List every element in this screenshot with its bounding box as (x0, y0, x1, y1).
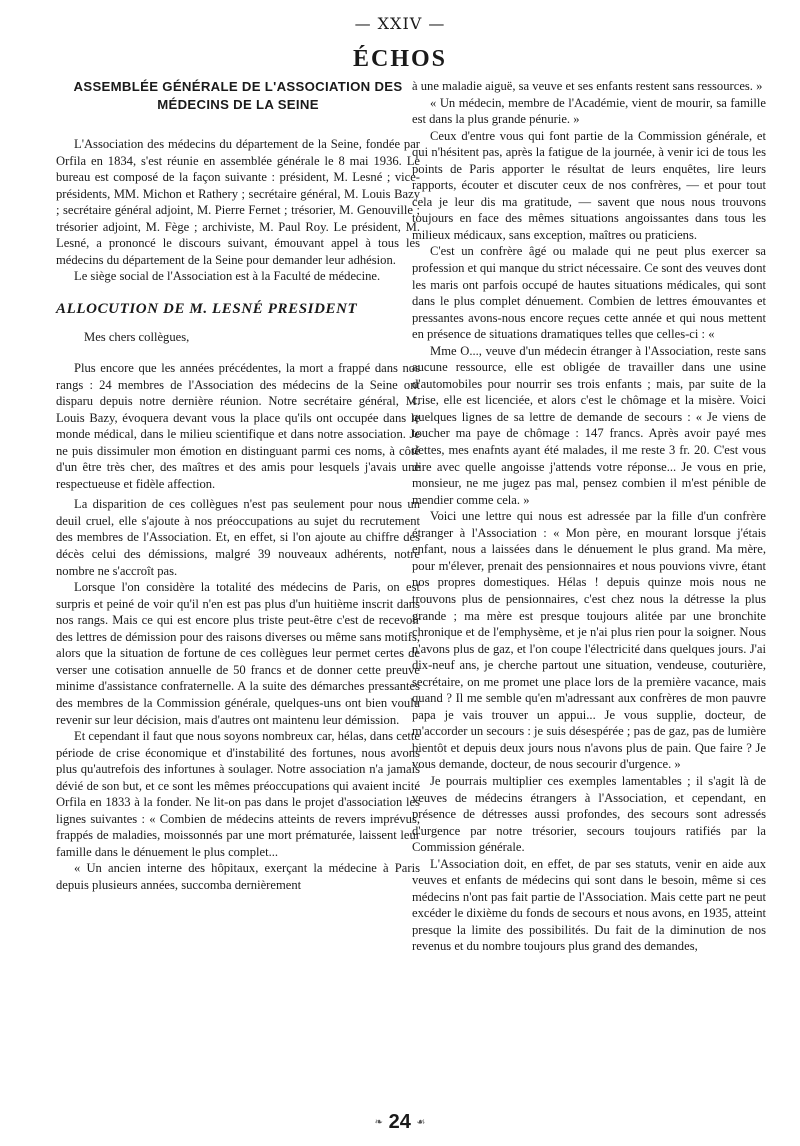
article-heading: ASSEMBLÉE GÉNÉRALE DE L'ASSOCIATION DES MÉDECINS DE LA SEINE (73, 79, 403, 112)
folio-number: 24 (388, 1111, 411, 1133)
section-title: ÉCHOS (352, 46, 448, 72)
footer-folio (0, 1111, 800, 1134)
body-paragraph: à une maladie aiguë, sa veuve et ses enfants restent sans ressources. » (412, 79, 763, 93)
body-paragraph: C'est un confrère âgé ou malade qui ne peut plus exercer sa profession et qui manque du strict nécessaire. Ce sont des veuves dont les maris ont parfois occupé de hautes situations médicales, qui sont dans le plus complet dénuement. Combien de lettres émouvantes et pressantes avons-nous encore reçues cette année et qui nous mettent en présence de situations dramatiques telles que celles-ci : « (412, 244, 766, 342)
body-paragraph: Lorsque l'on considère la totalité des médecins de Paris, on est surpris et peiné de voir qu'il n'en est pas plus d'un huitième inscrit dans nos rangs. Mais ce qui est encore plus triste peut-être c'est de recevoir des lettres de démission pour des raisons diverses ou même sans motifs, alors que la situation de fortune de ces collègues leur permet certes de verser une cotisation annuelle de 50 francs et de donner cette preuve minime d'assistance confraternelle. A la suite des démarches pressantes des membres de la Commission générale, quelques-uns ont bien voulu revenir sur leur décision, mais d'autres ont maintenu leur démission. (56, 580, 420, 727)
body-paragraph: Plus encore que les années précédentes, la mort a frappé dans nos rangs : 24 membres de l'Association des médecins de la Seine ont disparu depuis notre dernière réunion. Notre secrétaire général, M. Louis Bazy, évoquera devant vous la place qu'ils ont occupée dans le monde médical, dans le milieu scientifique et dans notre association. Je ne puis dissimuler mon émotion en distinguant parmi ces noms, à côté d'un être très cher, des maîtres et des amis pour lesquels j'avais une respectueuse et fidèle affection. (56, 361, 420, 491)
salutation: Mes chers collègues, (84, 330, 190, 345)
body-paragraph: Et cependant il faut que nous soyons nombreux car, hélas, dans cette période de crise économique et d'instabilité des fortunes, nous avons plus qu'autrefois des infortunes à soulager. Notre association n'a jamais dévié de son but, et ce sont les mêmes préoccupations qui avaient incité Orfila en 1833 à la fonder. Ne lit-on pas dans le projet d'association les lignes suivantes : « Combien de médecins atteints de revers imprévus, frappés de maladies, moissonnés par une mort prématurée, laissent leur famille dans le dénuement le plus complet... (56, 729, 420, 859)
body-paragraph: Je pourrais multiplier ces exemples lamentables ; il s'agit là de veuves de médecins étrangers à l'Association, et cependant, en présence de détresses aussi profondes, des secours sont adressés d'urgence par notre trésorier, secours toujours ratifiés par la Commission générale. (412, 773, 766, 855)
speech-subheading: ALLOCUTION DE M. LESNÉ PRESIDENT (56, 300, 358, 317)
body-paragraph: L'Association doit, en effet, de par ses statuts, venir en aide aux veuves et enfants de médecins qui sont dans le besoin, même si ces médecins n'ont pas fait partie de l'Association. Mais cette part ne peut excéder le dixième du fonds de secours et nous avons, en 1935, atteint presque la limite des possibilités. Du fait de la diminution de nos revenus et du nombre toujours plus grand des demandes, (412, 856, 766, 954)
page-number-roman: — XXIV — (354, 14, 446, 33)
ornament-left-icon: ❧ (374, 1117, 384, 1129)
body-paragraph: « Un ancien interne des hôpitaux, exerçant la médecine à Paris depuis plusieurs années, succomba dernièrement (56, 861, 420, 892)
body-paragraph: Voici une lettre qui nous est adressée par la fille d'un confrère étranger à l'Association : « Mon père, en mourant lorsque j'étais enfant, nous a laissées dans le dénuement le plus grand. Ma mère, pour m'élever, prenait des pensionnaires et nous pouvions vivre, étant nos propres domestiques. Hélas ! depuis quinze mois nous ne trouvons plus de pensionnaires, c'est chez nous la détresse la plus grande ; ma mère est presque toujours alitée par une bronchite chronique et de l'emphysème, et je n'ai plus rien pour la soigner. Nous n'avons plus de gaz, et l'on coupe l'électricité dans quelques jours. J'ai dix-neuf ans, je cherche partout une situation, vendeuse, couturière, secrétaire, on me promet une place lors de la première vacance, mais quand ? Il me semble qu'en m'adressant aux confrères de mon pauvre papa je vais trouver un appui... Je vous supplie, docteur, de m'accorder un secours : je suis désespérée ; pas de gaz, pas de lumière bientôt et depuis deux jours nous n'avons plus de pain. Que faire ? Je vous demande, docteur, de nous secourir d'urgence. » (412, 509, 766, 772)
body-paragraph: « Un médecin, membre de l'Académie, vient de mourir, sa famille est dans la plus grande pénurie. » (412, 95, 766, 127)
body-paragraph: Ceux d'entre vous qui font partie de la Commission générale, et qui n'hésitent pas, après la fatigue de la journée, à venir ici de tous les points de Paris apporter le résultat de leurs enquêtes, lire leurs rapports, écouter et discuter ceux de nos confrères, — et pour tout cela je leur dis ma gratitude, — savent que nous nous trouvons toujours en face des mêmes situations angoissantes dans tous les milieux médicaux, sans exception, maîtres ou praticiens. (412, 128, 766, 242)
body-paragraph: Mme O..., veuve d'un médecin étranger à l'Association, reste sans aucune ressource, elle est obligée de travailler dans une usine d'automobiles pour nourrir ses trois enfants ; mais, par suite de la crise, elle est licenciée, et alors c'est le chômage et la misère. Voici quelques lignes de sa lettre de demande de secours : « Je viens de toucher ma paye de chômage : 147 francs. Après avoir payé mes dettes, mes enafnts ayant été malades, il me reste 3 fr. 20. C'est vous dire avec quelle angoisse j'attends votre réponse... Je vous en prie, monsieur, ne me jugez pas mal, pensez combien il m'est pénible de mendier comme cela. » (412, 343, 766, 507)
ornament-right-icon: ☙ (416, 1117, 426, 1129)
intro-paragraph: Le siège social de l'Association est à la Faculté de médecine. (74, 269, 381, 284)
right-column (412, 78, 766, 955)
body-paragraph: La disparition de ces collègues n'est pas seulement pour nous un deuil cruel, elle s'ajoute à nos préoccupations au sujet du recrutement des membres de l'Association. Et, en effet, si l'on ajoute au chiffre des décès celui des démissions, malgré 39 nouveaux adhérents, notre nombre ne s'accroît pas. (56, 497, 420, 578)
left-column (56, 78, 420, 894)
intro-paragraph: L'Association des médecins du département de la Seine, fondée par Orfila en 1834, s'est réunie en assemblée générale le 8 mai 1936. Le bureau est composé de la façon suivante : président, M. Lesné ; vice-présidents, MM. Michon et Rathery ; secrétaire général, M. Louis Bazy ; secrétaire général adjoint, M. Pierre Fernet ; trésorier, M. Genouville ; trésorier adjoint, M. Fège ; archiviste, M. Paul Roy. Le président, M. Lesné, a prononcé le discours suivant, émouvant appel à tous les médecins du département de la Seine pour demander leur adhésion. (56, 137, 420, 267)
